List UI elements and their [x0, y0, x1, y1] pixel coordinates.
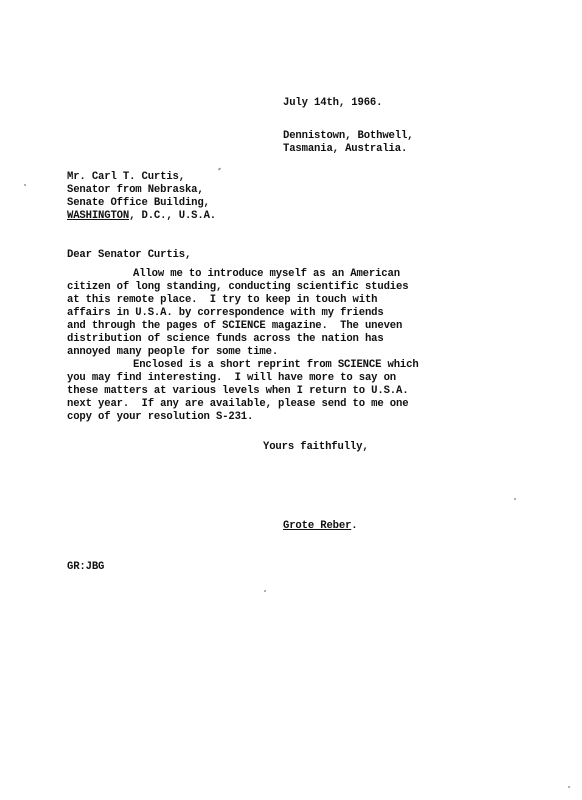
paragraph-line: Allow me to introduce myself as an American — [133, 268, 400, 280]
sender-address-line-1: Dennistown, Bothwell, — [283, 130, 414, 142]
letter-date: July 14th, 1966. — [283, 97, 383, 109]
recipient-name: Mr. Carl T. Curtis, — [67, 171, 185, 183]
closing: Yours faithfully, — [263, 441, 369, 453]
paragraph-line: you may find interesting. I will have more to say on — [67, 372, 396, 384]
recipient-office: Senate Office Building, — [67, 197, 210, 209]
signature-name: Grote Reber — [283, 520, 352, 532]
recipient-title: Senator from Nebraska, — [67, 184, 204, 196]
sender-address-line-2: Tasmania, Australia. — [283, 143, 408, 155]
scan-speck — [568, 786, 570, 788]
scan-speck — [514, 498, 516, 500]
scan-speck — [24, 184, 26, 186]
paragraph-line: next year. If any are available, please send to me one — [67, 398, 409, 410]
paragraph-line: distribution of science funds across the nation has — [67, 333, 384, 345]
typist-initials: GR:JBG — [67, 561, 105, 573]
signature-period: . — [351, 520, 358, 532]
paragraph-line: Enclosed is a short reprint from SCIENCE which — [133, 359, 419, 371]
paragraph-line: copy of your resolution S-231. — [67, 411, 254, 423]
paragraph-line: and through the pages of SCIENCE magazine. The uneven — [67, 320, 403, 332]
paragraph-line: citizen of long standing, conducting scientific studies — [67, 281, 409, 293]
recipient-city-line — [67, 210, 216, 223]
signature — [283, 520, 358, 533]
salutation: Dear Senator Curtis, — [67, 249, 192, 261]
paragraph-line: affairs in U.S.A. by correspondence with my friends — [67, 307, 384, 319]
scan-speck — [264, 590, 266, 592]
recipient-city: WASHINGTON — [67, 210, 130, 222]
paragraph-line: annoyed many people for some time. — [67, 346, 279, 358]
paragraph-line: at this remote place. I try to keep in touch with — [67, 294, 378, 306]
scan-speck — [218, 167, 222, 170]
recipient-city-rest: , D.C., U.S.A. — [129, 210, 216, 222]
paragraph-line: these matters at various levels when I return to U.S.A. — [67, 385, 409, 397]
